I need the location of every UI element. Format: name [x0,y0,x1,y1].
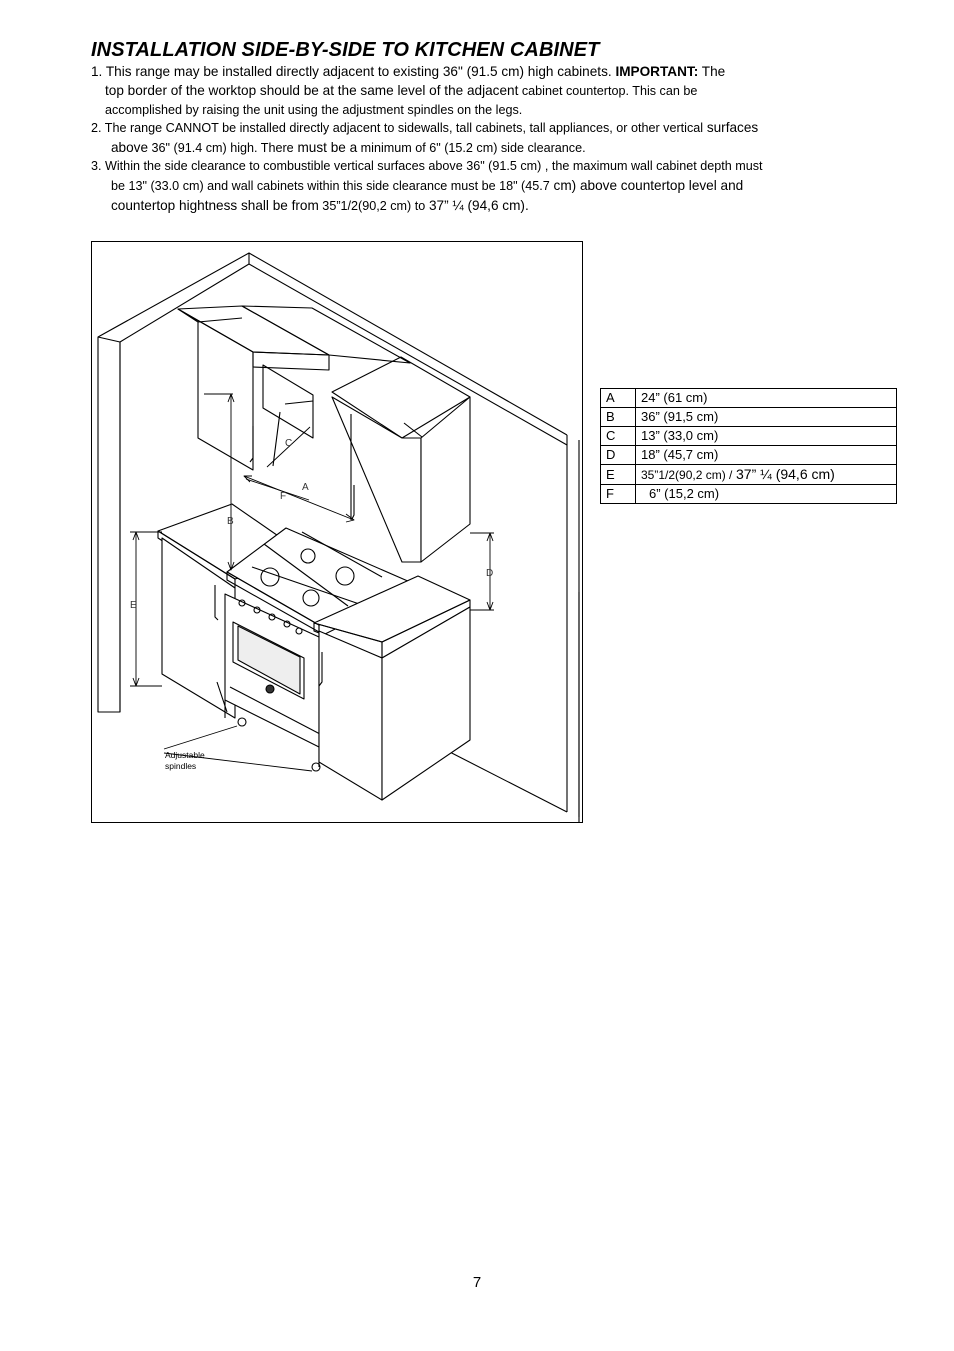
dim-key: A [601,389,636,408]
p2-line2a: above [111,140,149,155]
wall-cabinet-left [178,306,329,470]
dimensions-table [600,388,897,504]
dim-key: C [601,427,636,446]
table-row [601,408,897,427]
table-row [601,485,897,504]
table-row [601,465,897,485]
dim-value: 18” (45,7 cm) [636,446,897,465]
table-row [601,389,897,408]
table-row [601,446,897,465]
p3-line2b: cm) above countertop level and [549,178,744,193]
p3-line3c: 37” ¼ (94,6 cm). [425,198,529,213]
important-label: IMPORTANT: [615,64,699,79]
paragraph-2 [91,118,871,158]
label-c: C [285,438,293,449]
p3-line1: 3. Within the side clearance to combustible vertical surfaces above 36" (91.5 cm) , the maximum wall cabinet depth must [91,159,763,173]
p2-line2c: must be a [293,140,358,155]
callout-line-2: spindles [165,761,197,771]
p2-line2b: 36" (91.4 cm) high. There [148,141,294,155]
installation-diagram [91,241,583,823]
dim-key: D [601,446,636,465]
page-title: INSTALLATION SIDE-BY-SIDE TO KITCHEN CABINET [91,39,600,61]
dim-value: 36” (91,5 cm) [636,408,897,427]
dim-value: 24” (61 cm) [636,389,897,408]
label-d: D [486,568,494,579]
p3-line2a: be 13" (33.0 cm) and wall cabinets within this side clearance must be 18" (45.7 [111,179,550,193]
dim-key: F [601,485,636,504]
kitchen-illustration [92,242,582,822]
label-e: E [130,600,137,611]
p2-line1b: surfaces [703,120,759,135]
p1-line1b: The [698,64,726,79]
p2-line2d: minimum of 6" (15.2 cm) side clearance. [357,141,586,155]
wall-cabinet-right [332,357,470,562]
p1-line1: 1. This range may be installed directly adjacent to existing 36" (91.5 cm) high cabinets. [91,64,616,79]
table-row [601,427,897,446]
label-a: A [302,482,309,493]
paragraph-3 [91,156,871,216]
p1-line2b: cabinet countertop. This can be [518,84,698,98]
dim-value: 13” (33,0 cm) [636,427,897,446]
p3-line3a: countertop hightness shall be from [111,198,319,213]
p2-line1a: 2. The range CANNOT be installed directly adjacent to sidewalls, tall cabinets, tall appliances, or other vertical [91,121,704,135]
paragraph-1 [91,62,871,120]
dim-value-2: 37” ¼ (94,6 cm) [736,466,835,482]
p1-line3: accomplished by raising the unit using the adjustment spindles on the legs. [105,103,523,117]
callout-line-1: Adjustable [165,750,205,760]
label-b: B [227,516,234,527]
p3-line3b: 35”1/2(90,2 cm) to [318,199,426,213]
dim-value: 6” (15,2 cm) [636,485,897,504]
dim-key: E [601,465,636,485]
dim-value: 35”1/2(90,2 cm) / [641,468,733,482]
label-f: F [280,491,287,502]
p1-line2a: top border of the worktop should be at the same level of the adjacent [105,83,519,98]
page-number: 7 [472,1274,482,1291]
dim-key: B [601,408,636,427]
